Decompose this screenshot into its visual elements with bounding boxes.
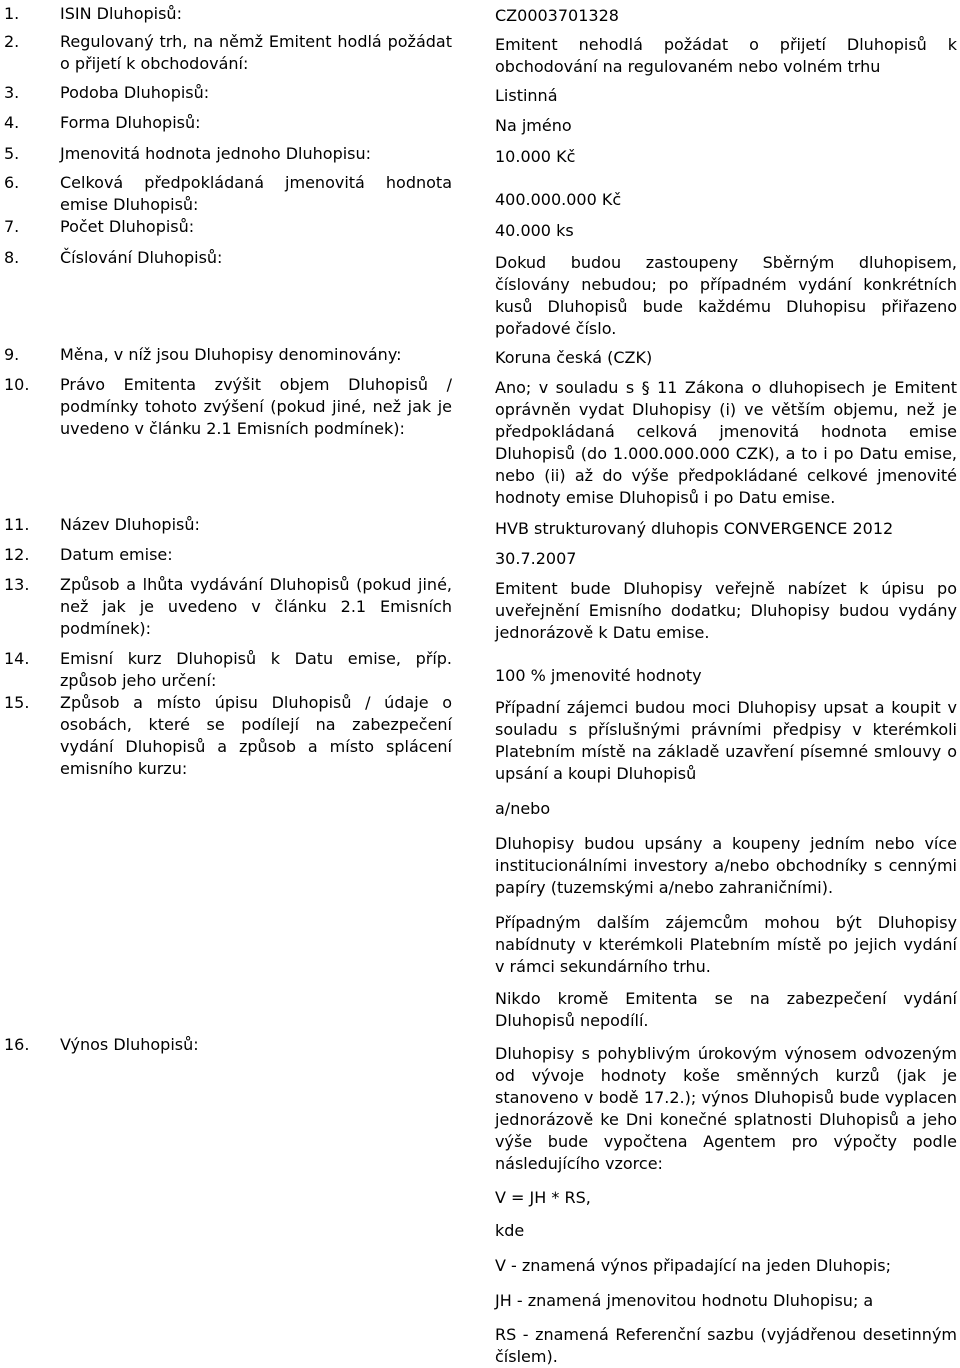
row-16-paragraph: kde [495, 1221, 525, 1240]
row-number: 6. [4, 173, 20, 192]
row-label: Emisní kurz Dluhopisů k Datu emise, příp. způsob jeho určení: [60, 649, 452, 690]
row-label: Regulovaný trh, na němž Emitent hodlá požádat o přijetí k obchodování: [60, 32, 452, 73]
row-15-paragraph: Případným dalším zájemcům mohou být Dluhopisy nabídnuty v kterémkoli Platebním místě po jejich vydání v rámci sekundárního trhu. [495, 913, 957, 976]
row-number: 5. [4, 144, 20, 163]
row-label: Název Dluhopisů: [60, 515, 200, 534]
row-number: 13. [4, 575, 30, 594]
row-number: 4. [4, 113, 20, 132]
row-label: Forma Dluhopisů: [60, 113, 201, 132]
row-label: Číslování Dluhopisů: [60, 248, 223, 267]
row-value: 30.7.2007 [495, 549, 577, 568]
row-number: 16. [4, 1035, 30, 1054]
row-label: Výnos Dluhopisů: [60, 1035, 199, 1054]
row-label: Měna, v níž jsou Dluhopisy denominovány: [60, 345, 402, 364]
row-number: 12. [4, 545, 30, 564]
row-15-paragraph: Dluhopisy budou upsány a koupeny jedním nebo více institucionálními investory a/nebo obchodníky s cennými papíry (tuzemskými a/nebo zahraničními). [495, 834, 957, 897]
row-value: CZ0003701328 [495, 6, 619, 25]
row-label: Jmenovitá hodnota jednoho Dluhopisu: [60, 144, 372, 163]
row-number: 11. [4, 515, 30, 534]
row-number: 9. [4, 345, 20, 364]
row-value: Listinná [495, 86, 558, 105]
row-15-paragraph: Případní zájemci budou moci Dluhopisy upsat a koupit v souladu s příslušnými právními předpisy v kterémkoli Platebním místě na základě uzavření písemné smlouvy o upsání a koupi Dluhopisů [495, 698, 957, 783]
row-number: 8. [4, 248, 20, 267]
row-16-paragraph: Dluhopisy s pohyblivým úrokovým výnosem odvozeným od vývoje hodnoty koše směnných kurzů (jak je stanoveno v bodě 17.2.); výnos Dluhopisů bude vyplacen jednorázově ke Dni konečné splatnosti Dluhopisů a jeho výše bude vypočtena Agentem pro výpočty podle následujícího vzorce: [495, 1044, 957, 1173]
row-label: Datum emise: [60, 545, 173, 564]
row-value: HVB strukturovaný dluhopis CONVERGENCE 2012 [495, 519, 894, 538]
row-number: 2. [4, 32, 20, 51]
row-15-paragraph: a/nebo [495, 799, 551, 818]
row-16-paragraph: RS - znamená Referenční sazbu (vyjádřenou desetinným číslem). [495, 1325, 957, 1366]
row-number: 15. [4, 693, 30, 712]
row-value: 400.000.000 Kč [495, 190, 622, 209]
row-number: 10. [4, 375, 30, 394]
row-value: Ano; v souladu s § 11 Zákona o dluhopisech je Emitent oprávněn vydat Dluhopisy (i) ve větším objemu, než je předpokládaná celková jmenovitá hodnota emise Dluhopisů (do 1.000.000.000 CZK), a to i po Datu emise, nebo (ii) až do výše předpokládané celkové jmenovité hodnoty emise Dluhopisů i po Datu emise. [495, 378, 957, 507]
row-label: Podoba Dluhopisů: [60, 83, 210, 102]
row-16-paragraph: V = JH * RS, [495, 1188, 591, 1207]
row-value: Na jméno [495, 116, 572, 135]
row-16-paragraph: V - znamená výnos připadající na jeden Dluhopis; [495, 1256, 892, 1275]
row-number: 1. [4, 4, 20, 23]
row-number: 14. [4, 649, 30, 668]
row-number: 7. [4, 217, 20, 236]
row-15-paragraph: Nikdo kromě Emitenta se na zabezpečení vydání Dluhopisů nepodílí. [495, 989, 957, 1030]
row-value: Dokud budou zastoupeny Sběrným dluhopisem, číslovány nebudou; po případném vydání konkrétních kusů Dluhopisů bude každému Dluhopisu přiřazeno pořadové číslo. [495, 253, 957, 338]
row-label: Počet Dluhopisů: [60, 217, 195, 236]
row-value: Emitent nehodlá požádat o přijetí Dluhopisů k obchodování na regulovaném nebo volném trhu [495, 35, 957, 76]
row-value: 40.000 ks [495, 221, 574, 240]
row-value: Emitent bude Dluhopisy veřejně nabízet k úpisu po uveřejnění Emisního dodatku; Dluhopisy budou vydány jednorázově k Datu emise. [495, 579, 957, 642]
row-16-paragraph: JH - znamená jmenovitou hodnotu Dluhopisu; a [495, 1291, 874, 1310]
row-number: 3. [4, 83, 20, 102]
row-label: Způsob a lhůta vydávání Dluhopisů (pokud jiné, než jak je uvedeno v článku 2.1 Emisních podmínek): [60, 575, 452, 638]
row-label: Právo Emitenta zvýšit objem Dluhopisů / podmínky tohoto zvýšení (pokud jiné, než jak je uvedeno v článku 2.1 Emisních podmínek): [60, 375, 452, 438]
row-label: Celková předpokládaná jmenovitá hodnota emise Dluhopisů: [60, 173, 452, 214]
row-label: ISIN Dluhopisů: [60, 4, 182, 23]
row-value: 10.000 Kč [495, 147, 576, 166]
row-label: Způsob a místo úpisu Dluhopisů / údaje o osobách, které se podílejí na zabezpečení vydání Dluhopisů a způsob a místo splácení emisního kurzu: [60, 693, 452, 778]
row-value: 100 % jmenovité hodnoty [495, 666, 702, 685]
row-value: Koruna česká (CZK) [495, 348, 653, 367]
